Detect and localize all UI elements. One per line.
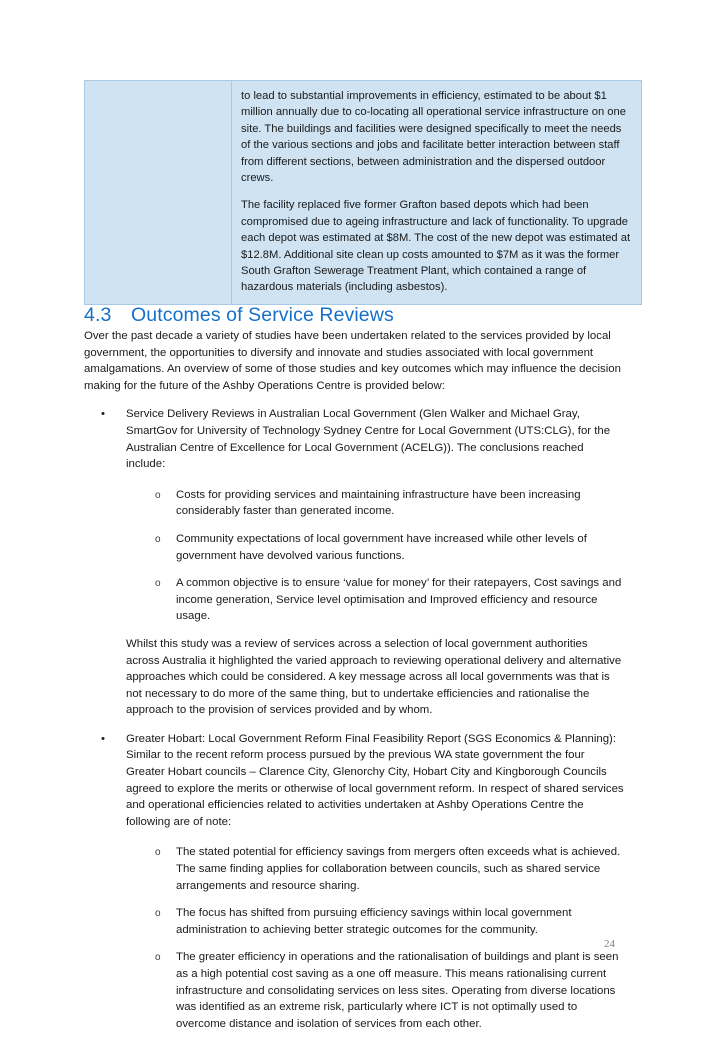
bullet-circle-icon: o bbox=[155, 578, 161, 590]
table-cell-left-empty bbox=[85, 81, 232, 305]
list-item-text: Costs for providing services and maintaining infrastructure have been increasing considerably faster than generated income. bbox=[176, 488, 581, 518]
bullet-circle-icon: o bbox=[155, 847, 161, 859]
table-row bbox=[85, 81, 642, 305]
continued-info-table bbox=[84, 80, 642, 305]
bullet-circle-icon: o bbox=[155, 489, 161, 501]
table-paragraph-1: to lead to substantial improvements in efficiency, estimated to be about $1 million annually due to co-locating all operational service infrastructure on one site. The buildings and facilities were designed specifically to meet the needs of the various sections and jobs and facilitate better interaction between staff from different sections, between administration and the dispersed outdoor crews. bbox=[241, 90, 626, 185]
bullet-circle-icon: o bbox=[155, 952, 161, 964]
page-number: 24 bbox=[604, 938, 615, 950]
list-item-text: The focus has shifted from pursuing efficiency savings within local government administration to achieving better strategic outcomes for the community. bbox=[176, 907, 572, 936]
list-item bbox=[84, 731, 624, 831]
list-item-text: The stated potential for efficiency savings from mergers often exceeds what is achieved. The same finding applies for collaboration between councils, such as shared service arrangements and resource sharing. bbox=[176, 846, 621, 892]
body-content bbox=[84, 328, 624, 1043]
spacer bbox=[84, 834, 624, 844]
heading-title: Outcomes of Service Reviews bbox=[131, 304, 394, 327]
bullet-circle-icon: o bbox=[155, 533, 161, 545]
bullet-dot-icon: • bbox=[101, 732, 105, 745]
list-item bbox=[84, 905, 624, 938]
list-item-text: Service Delivery Reviews in Australian Local Government (Glen Walker and Michael Gray, SmartGov for University of Technology Sydney Centre for Local Government (UTS:CLG), for the Australian Centre of Excellence for Local Government (ACELG)). The conclusions reached include: bbox=[126, 408, 611, 471]
bullet-dot-icon: • bbox=[101, 408, 105, 421]
heading-number: 4.3 bbox=[84, 304, 112, 327]
table-paragraph-2: The facility replaced five former Grafton based depots which had been compromised due to ageing infrastructure and lack of functionality. To upgrade each depot was estimated at $8M. The cost of the new depot was estimated at $12.8M. Additional site clean up costs amounted to $7M as it was the former South Grafton Sewerage Treatment Plant, which contained a range of hazardous materials (including asbestos). bbox=[241, 199, 631, 294]
spacer bbox=[84, 477, 624, 487]
list-item bbox=[84, 531, 624, 564]
list-item bbox=[84, 575, 624, 625]
list-item-text: The greater efficiency in operations and the rationalisation of buildings and plant is seen as a high potential cost saving as a one off measure. This means rationalising current infrastructure and consolidating services on less sites. Operating from diverse locations was identified as an extreme risk, particularly where ICT is not optimally used to overcome distance and isolation of services from each other. bbox=[176, 951, 619, 1030]
bullet-circle-icon: o bbox=[155, 908, 161, 920]
list-item-text: Greater Hobart: Local Government Reform Final Feasibility Report (SGS Economics & Planning): Similar to the recent reform process pursued by the previous WA state government the four Greater Hobart councils – Clarence City, Glenorchy City, Hobart City and Kingborough Councils agreed to explore the merits or otherwise of local government reform. In respect of shared services and operational efficiencies related to activities undertaken at Ashby Operations Centre the following are of note: bbox=[126, 732, 624, 828]
list-item bbox=[84, 487, 624, 520]
list-item bbox=[84, 844, 624, 894]
table-cell-right-content bbox=[232, 81, 642, 305]
intro-paragraph: Over the past decade a variety of studies have been undertaken related to the services provided by local government, the opportunities to diversify and innovate and studies associated with local government amalgamations. An overview of some of those studies and key outcomes which may influence the decision making for the future of the Ashby Operations Centre is provided below: bbox=[84, 330, 621, 392]
closing-paragraph-1: Whilst this study was a review of services across a selection of local government authorities across Australia it highlighted the varied approach to reviewing operational delivery and alternative approaches which could be considered. A key message across all local governments was that is not necessary to do more of the same thing, but to undertake efficiencies and rationalise the approach to the provision of services provided and by whom. bbox=[126, 637, 622, 717]
list-item-text: Community expectations of local government have increased while other levels of government have devolved various functions. bbox=[176, 532, 587, 562]
list-item bbox=[84, 406, 624, 472]
list-item-text: A common objective is to ensure ‘value for money’ for their ratepayers, Cost savings and income generation, Service level optimisation and Improved efficiency and resource usage. bbox=[176, 577, 622, 623]
list-item bbox=[84, 949, 624, 1032]
page-title bbox=[84, 304, 394, 327]
